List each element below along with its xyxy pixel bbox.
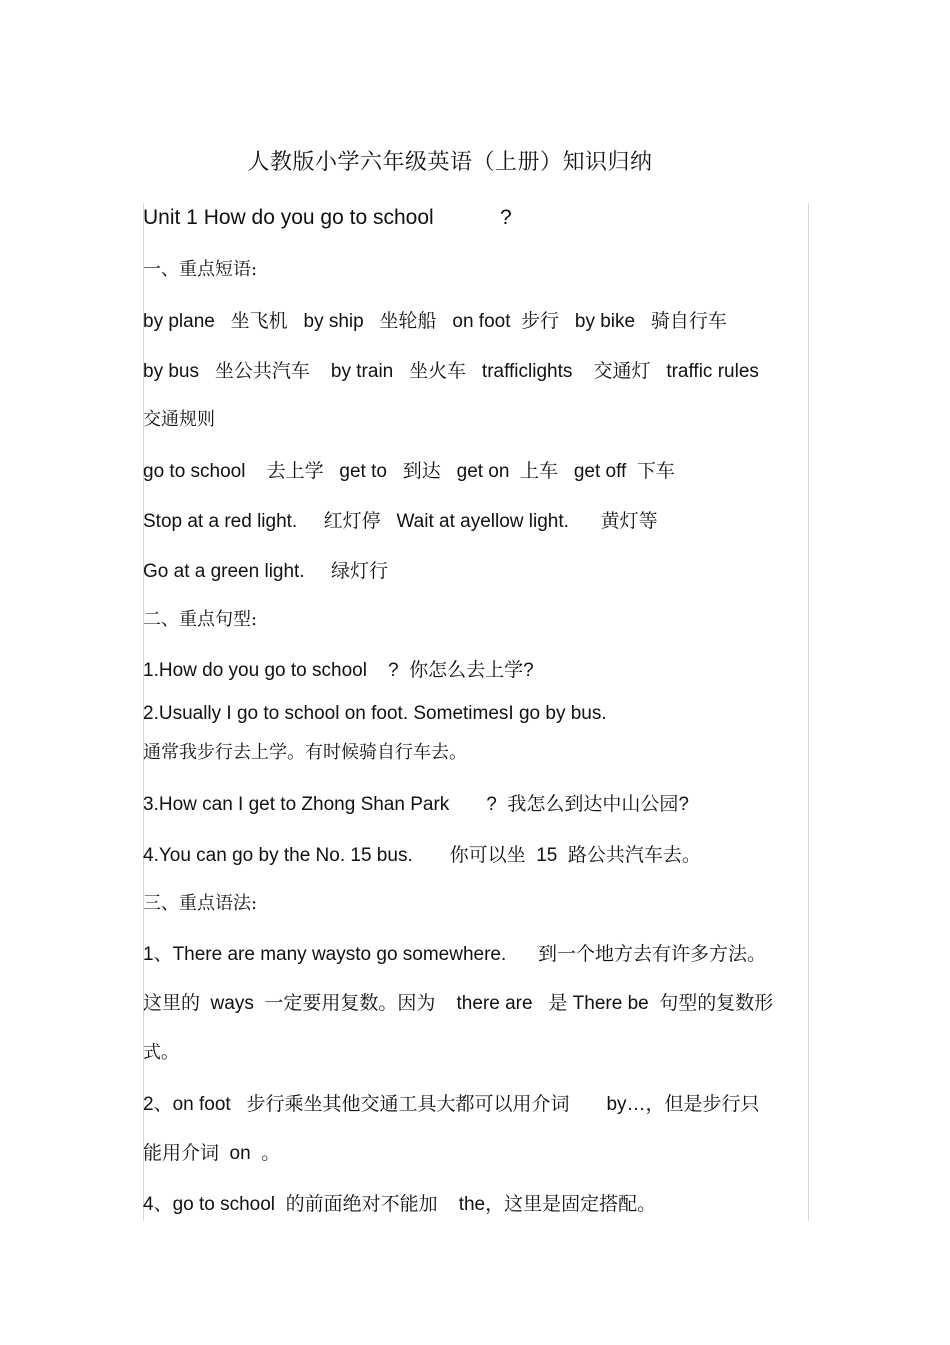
unit-heading-question-mark: ? — [500, 206, 512, 229]
phrase-row-4: Stop at a red light. 红灯停 Wait at ayellow light. 黄灯等 — [143, 511, 658, 532]
grammar-point-1-line-3: 式。 — [143, 1042, 179, 1063]
phrase-row-3: go to school 去上学 get to 到达 get on 上车 get off 下车 — [143, 461, 675, 482]
sentence-3: 3.How can I get to Zhong Shan Park ? 我怎么到达中山公园? — [143, 794, 689, 815]
section-header-grammar: 三、重点语法: — [143, 893, 258, 914]
grammar-point-2-line-2: 能用介词 on 。 — [143, 1143, 281, 1164]
section-header-sentences: 二、重点句型: — [143, 609, 258, 630]
phrase-row-1: by plane 坐飞机 by ship 坐轮船 on foot 步行 by bike 骑自行车 — [143, 311, 727, 332]
grammar-point-4-line-1: 4、go to school 的前面绝对不能加 the，这里是固定搭配。 — [143, 1194, 657, 1215]
phrase-row-5: Go at a green light. 绿灯行 — [143, 561, 388, 582]
document-title: 人教版小学六年级英语（上册）知识归纳 — [247, 150, 653, 175]
grammar-point-1-line-1: 1、There are many waysto go somewhere. 到一个地方去有许多方法。 — [143, 944, 766, 965]
grammar-point-2-line-1: 2、on foot 步行乘坐其他交通工具大都可以用介词 by…，但是步行只 — [143, 1094, 760, 1115]
section-header-phrases: 一、重点短语: — [143, 259, 258, 280]
unit-heading — [143, 206, 512, 230]
sentence-4: 4.You can go by the No. 15 bus. 你可以坐 15 路公共汽车去。 — [143, 845, 701, 866]
grammar-point-1-line-2: 这里的 ways 一定要用复数。因为 there are 是 There be 句型的复数形 — [143, 993, 774, 1014]
sentence-2-chinese: 通常我步行去上学。有时候骑自行车去。 — [143, 742, 467, 763]
sentence-1: 1.How do you go to school ? 你怎么去上学? — [143, 660, 534, 681]
unit-heading-text: Unit 1 How do you go to school — [143, 206, 434, 229]
phrase-row-2: by bus 坐公共汽车 by train 坐火车 trafficlights 交通灯 traffic rules — [143, 361, 759, 382]
sentence-2-english: 2.Usually I go to school on foot. SometimesI go by bus. — [143, 703, 607, 724]
phrase-row-2-continued: 交通规则 — [143, 409, 215, 430]
